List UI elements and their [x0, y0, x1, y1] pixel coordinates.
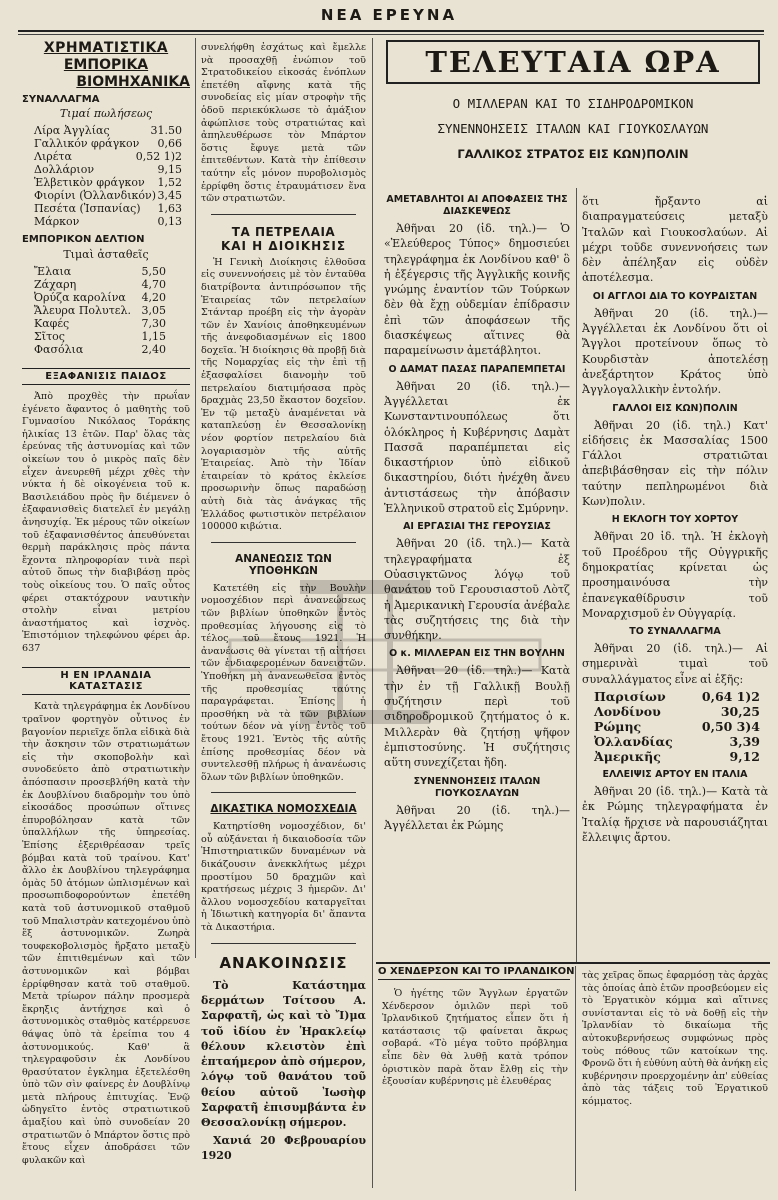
- heading-commercial-bulletin: ΕΜΠΟΡΙΚΟΝ ΔΕΛΤΙΟΝ: [22, 234, 145, 245]
- commodity-price-table: [22, 265, 190, 356]
- top-rule-thin: [18, 34, 764, 35]
- headline-italian-yugoslav-talks: ΣΥΝΕΝΝΟΗΣΕΙΣ ΙΤΑΛΩΝ ΚΑΙ ΓΙΟΥΚΟΣΛΑΥΩΝ: [437, 121, 709, 136]
- heading-british-kurdistan: ΟΙ ΑΓΓΛΟΙ ΔΙΑ ΤΟ ΚΟΥΡΔΙΣΤΑΝ: [592, 290, 758, 302]
- headline-millerand-railway: Ο ΜΙΛΛΕΡΑΝ ΚΑΙ ΤΟ ΣΙΔΗΡΟΔΡΟΜΙΚΟΝ: [452, 96, 694, 111]
- announcement-date: Χανιά 20 Φεβρουαρίου 1920: [201, 1133, 366, 1162]
- article-italian-yugoslav-talks: Ἀθῆναι 20 (ἰδ. τηλ.)— Ἀγγέλλεται ἐκ Ρώμης: [384, 803, 570, 832]
- heading-unchanged-decisions: ΑΜΕΤΑΒΛΗΤΟΙ ΑΙ ΑΠΟΦΑΣΕΙΣ ΤΗΣ ΔΙΑΣΚΕΨΕΩΣ: [386, 194, 568, 217]
- rate-row: Ἑλβετικὸν φράγκον 1,52: [34, 176, 182, 189]
- article-judicial-bills: Κατηρτίσθη νομοσχέδιον, δι' οὗ αὐξάνεται ἡ δικαιοδοσία τῶν Ἠπιστηριατικῶν δυναμένων νὰ δικάζουσιν ἀνεκκλήτως μέχρι προστίμου 50 δραχμῶν καὶ κρατήσεως μέχρις 3 ἡμερῶν. Δι' ἄλλου νομοσχεδίου καταργεῖται ἡ Ἰδιωτικὴ κατηγορία δι' ἅπαντα τὰ Δικαστήρια.: [201, 821, 366, 934]
- masthead: ΝΕΑ ΕΡΕΥΝΑ: [320, 6, 458, 24]
- announcement-text: Τὸ Κατάστημα δερμάτων Τσίτσου Α. Σαρφατῆ, ὡς καὶ τὸ Ἴ)μα τοῦ ἰδίου ἐν Ἡρακλείῳ θέλουν κλειστὸν ἐπὶ ἑπταήμερον ἀπὸ σήμερον, λόγῳ τοῦ θανάτου τοῦ θείου αὐτοῦ Ἰωσὴφ Σαρφατῆ ἐπισυμβάντα ἐν Θεσσαλονίκῃ σήμερον.: [201, 978, 366, 1130]
- heading-financial: ΧΡΗΜΑΤΙΣΤΙΚΑ: [43, 40, 169, 56]
- article-talks-continued: ὅτι ἤρξαντο αἱ διαπραγματεύσεις μεταξὺ Ἰταλῶν καὶ Γιουκοσλαύων. Αἱ μέχρι τοῦδε συνεννοήσεις των δὲν ἀπέληξαν εἰς οὐδὲν ἀποτέλεσμα.: [582, 195, 768, 285]
- rate-row: Λιρέτα 0,52 1)2: [34, 150, 182, 163]
- rate-row: Παρισίων 0,64 1)2: [594, 689, 760, 705]
- section-rule: [211, 214, 356, 215]
- article-british-kurdistan: Ἀθῆναι 20 (ἰδ. τηλ.)— Ἀγγέλλεται ἐκ Λονδίνου ὅτι οἱ Ἄγγλοι προτείνουν ὅπως τὸ Κουρδιστὰν ἀποτελέσῃ ἀνεξάρτητον Κράτος ὑπὸ Ἀγγλογαλλικὴν ἐντολήν.: [582, 306, 768, 397]
- heading-petroleum: ΤΑ ΠΕΤΡΕΛΑΙΑ: [231, 224, 336, 239]
- latest-news-column-a: [384, 194, 570, 960]
- article-ireland-continued: συνελήφθη ἐσχάτως καὶ ἔμελλε νὰ προσαχθῇ ἐνώπιον τοῦ Στρατοδικείου εἰκοσάς ἐνόπλων ἐπετέθη αἴφνης κατὰ τῆς συνοδείας εἰς μίαν στροφὴν τῆς ὁδοῦ περιεκύκλωσε τὸ ἁμάξιον ἀφώπλισε τοὺς στρατιώτας καὶ ἀπηλευθέρωσε τὸν Μπάρτον ὅστις ἔφυγε μετὰ τῶν ἐπιτεθέντων. Κατὰ τὴν ἐπίθεσιν ταύτην εἷς μόνον πυροβολισμὸς ἐρρίφθη ὅστις ἐτραυμάτισεν ἕνα τῶν στρατιωτῶν.: [201, 42, 366, 205]
- article-unchanged-decisions: Ἀθῆναι 20 (ἰδ. τηλ.)— Ὁ «Ἐλεύθερος Τύπος» δημοσιεύει τηλεγράφημα ἐκ Λονδίνου καθ' ὃ ἡ ἐξέγερσις τῆς Ἀγγλικῆς κοινῆς γνώμης ἐναντίον τῶν Τούρκων δὲν θὰ ἔχῃ οὐδεμίαν ἐπίδρασιν ἐπὶ τῶν ἀποφάσεων τῆς διασκέψεως αἵτινες θὰ παραμείνωσιν ἀμετάβλητοι.: [384, 222, 570, 358]
- rate-row: Ἀμερικῆς 9,12: [594, 749, 760, 765]
- section-rule: [376, 962, 770, 964]
- article-ireland-situation: Κατὰ τηλεγράφημα ἐκ Λονδίνου τραῖνον φορτηγὸν οὗτινος ἐν βαγονίον περιεῖχε ὅπλα εἰδικὰ διὰ τὴν ἄσκησιν τῶν στρατιωμάτων εἰς τὴν σκοποβολὴν καὶ συνοδεύετο ἀπὸ στρατιωτικὴν ἀπόσπασιν προσεβλήθη κατὰ τὴν ἐκ Δουβλίνου διαδρομὴν του ὑπὸ εἰκοσάδος προσώπων οἵτινες ἐπυροβόλησαν κατὰ τῶν ὑπαλλήλων τῆς ὑπηρεσίας. Ἐπίσης ἐξεριθρέασαν τρεῖς βόμβαι κατὰ τοῦ τραίνου. Κατ' ἄλλο ἐκ Δουβλίνου τηλεγράφημα ὁμὰς 50 ἀτόμων ὡπλισμένων καὶ προσωπιδοφορούντων ἐπετέθη κατὰ τοῦ ἀστυνομικοῦ σταθμοῦ τοῦ Μπαλιστρὰν κατεχομένου ὑπὸ ἕξ ἀστυνομικῶν. Ζωηρὰ τουφεκοβολισμὸς ἤρξατο μεταξὺ τῶν ἐπιτιθεμένων καὶ τῶν ἀστυνομικῶν καὶ βόμβαι ἐρρίφθησαν κατὰ τοῦ σταθμοῦ. Μετὰ τρίωρον πάλην προσμερὰ ἔκρηξις ἀντήχησε καὶ ὁ ἀστυνομικὸς σταθμὸς κατέρρευσε θάψας ὑπὸ τὰ ἐρείπια του 4 ἀστυνομικούς. Καθ' ἃ τηλεγραφοῦσιν ἐκ Λονδίνου θρασύτατον ἐγκλημα ἐξετελέσθη ὑπὸ τῶν σὶν φαίνερς ἐν Δουβλίνῳ μετὰ πλήρους ἐπιτυχίας. Ἐνῷ ὡδηγεῖτο ἐντὸς στρατιωτικοῦ ἁμαξίου καὶ ὑπὸ συνοδείαν 20 στρατιωτῶν ὁ Μπάρτον ὅστις πρὸ ἔτους εἶχεν ἀποδράσει τῶν φυλακῶν καὶ: [22, 701, 190, 1166]
- rate-row: Ὀλλανδίας 3,39: [594, 734, 760, 750]
- article-mortgages: Κατετέθη εἰς τὴν Βουλὴν νομοσχέδιον περὶ ἀνανεώσεως τῶν βιβλίων ὑποθηκῶν ἐντὸς προθεσμίας λήγουσης εἰς τὸ τέλος τοῦ ἔτους 1921. Ἡ ἀνανέωσις θὰ γίνεται τῇ αἰτήσει τῶν ἐνδιαφερομένων δανειστῶν. Ὑποθήκη μὴ ἀνανεωθεῖσα ἐντὸς τῆς προθεσμίας ταύτης παραγράφεται. Ἐπίσης ἡ προσθήκη νὰ τὰ τῶν βιβλίων τούτων δέον νὰ γίνῃ ἐντὸς τοῦ ἔτους 1921. Ἐντὸς τῆς αὐτῆς ἐπίσης προθεσμίας δέον νὰ συντελεσθῇ πλήρως ἡ ἀνανέωσις ὅλων τῶν βιβλίων ὑποθηκῶν.: [201, 582, 366, 783]
- commodity-row: Σῖτος 1,15: [34, 330, 166, 343]
- rate-row: Λίρα Ἀγγλίας 31.50: [34, 124, 182, 137]
- column-divider-4: [575, 966, 576, 1191]
- rate-row: Πεσέτα (Ἰσπανίας) 1,63: [34, 202, 182, 215]
- heading-commercial: ΕΜΠΟΡΙΚΑ: [63, 57, 149, 73]
- heading-exchange: ΣΥΝΑΛΛΑΓΜΑ: [22, 94, 100, 105]
- commodity-row: Φασόλια 2,40: [34, 343, 166, 356]
- column-divider-1: [195, 38, 196, 958]
- henderson-article: [378, 966, 770, 1194]
- rate-row: Δολλάριον 9,15: [34, 163, 182, 176]
- top-rule: [18, 30, 764, 32]
- article-damat-pasha: Ἀθῆναι 20 (ἰδ. τηλ.)— Ἀγγέλλεται ἐκ Κωνσταντινουπόλεως ὅτι ὁλόκληρος ἡ Κυβέρνησις Δαμὰτ Πασσᾶ παραπέμπεται εἰς δικαστήριον ὑπὸ εἰδικοῦ δικαστηρίου, διότι ἠνέχθη ἄνευ ἀντιστάσεως τὴν ἀπόβασιν Ἑλληνικοῦ στρατοῦ εἰς Σμύρνην.: [384, 379, 570, 516]
- latest-news-header: [378, 40, 768, 190]
- heading-bread-shortage: ΕΛΛΕΙΨΙΣ ΑΡΤΟΥ ΕΝ ΙΤΑΛΙΑ: [602, 769, 748, 781]
- heading-french-constantinople: ΓΑΛΛΟΙ ΕΙΣ ΚΩΝ)ΠΟΛΙΝ: [612, 402, 738, 414]
- heading-mortgages: ΑΝΑΝΕΩΣΙΣ ΤΩΝ ΥΠΟΘΗΚΩΝ: [235, 552, 332, 577]
- section-rule: [211, 943, 356, 944]
- latest-news-column-b: [582, 194, 768, 960]
- banner-last-hour: ΤΕΛΕΥΤΑΙΑ ΩΡΑ: [386, 40, 760, 84]
- commodity-row: Ἄλευρα Πολυτελ. 3,05: [34, 304, 166, 317]
- heading-damat-pasha: Ο ΔΑΜΑΤ ΠΑΣΑΣ ΠΑΡΑΠΕΜΠΕΤΑΙ: [388, 363, 566, 375]
- rate-row: Φιορίνι (Ὀλλανδικόν) 3,45: [34, 189, 182, 202]
- article-missing-child: Ἀπὸ προχθὲς τὴν πρωΐαν ἐγένετο ἄφαντος ὁ μαθητὴς τοῦ Γυμνασίου Νικόλαος Τοράκης ἡλικίας 13 ἐτῶν. Παρ' ὅλας τὰς ἐρεύνας τῆς ἀστυνομίας καὶ τῶν οἰκείων του ὁ μικρὸς παῖς δὲν εἶχεν ἀνευρεθῆ μέχρι χθὲς τὴν νύκτα ἡ δὲ οἰκογένεια τοῦ κ. Βασιλειάδου πρὸς ἣν διέμενεν ὁ ἐξαφανισθεὶς διατελεῖ ἐν μεγάλῃ ἀνησυχίᾳ. Ἐκ μέρους τῶν οἰκείων τοῦ ἐξαφανισθέντος ἀπευθύνεται θερμὴ παράκλησις πρὸς πάντα ἔχοντα πληροφορίαν τινὰ περὶ αὐτοῦ ὅπως τὴν διαβιβάσῃ πρὸς τοὺς οἰκείους του. Ὁ παῖς οὗτος φέρει στακτόχρουν ναυτικὴν στολὴν εἶναι μετρίου ἀναστήματος καὶ ἰσχνὸς. Ἐπιστόμιον τηλεφώνου φέρει ἀρ. 637: [22, 391, 190, 654]
- athens-exchange-table: [582, 689, 768, 764]
- commodity-row: Καφές 7,30: [34, 317, 166, 330]
- heading-election: Η ΕΚΛΟΓΗ ΤΟΥ ΧΟΡΤΟΥ: [611, 514, 739, 526]
- exchange-rate-table: [22, 124, 190, 228]
- heading-missing-child: ΕΞΑΦΑΝΙΣΙΣ ΠΑΙΔΟΣ: [22, 368, 190, 385]
- commodity-row: Ὀρύζα καρολίνα 4,20: [34, 291, 166, 304]
- heading-henderson: Ο ΧΕΝΔΕΡΣΟΝ ΚΑΙ ΤΟ ΙΡΛΑΝΔΙΚΟΝ: [378, 966, 570, 980]
- article-henderson-part2: τὰς χεῖρας ὅπως ἐφαρμόσῃ τὰς ἀρχὰς τὰς ὁποίας ἀπὸ ἐτῶν προσβεύομεν εἰς τὸ Ἐργατικὸν κόμμα καὶ αἵτινες συνίστανται εἰς τὸ νὰ δοθῇ εἰς τὴν Ἰρλανδίαν τὸ δικαίωμα τῆς αὐτοκυβερνήσεως συμφώνως πρὸς τοὺς πόθους τῶν κατοίκων της. Φρονῶ ὅτι ἡ εὐθύνη αὐτὴ θὰ ἀνήκῃ εἰς κυβέρνησιν προερχομένην ἀπ' εὐθείας ἀπὸ τὰς τάξεις τοῦ Ἐργατικοῦ κόμματος.: [582, 970, 768, 1107]
- heading-millerand-parliament: Ο κ. ΜΙΛΛΕΡΑΝ ΕΙΣ ΤΗΝ ΒΟΥΛΗΝ: [389, 648, 565, 660]
- column-divider-3: [576, 188, 577, 963]
- article-bread-shortage: Ἀθῆναι 20 (ἰδ. τηλ.)— Κατὰ τὰ ἐκ Ρώμης τηλεγραφήματα ἐν Ἰταλίᾳ ἤρχισε νὰ παρουσιάζηται ἔλλειψις ἄρτου.: [582, 785, 768, 844]
- middle-column: [201, 42, 366, 1192]
- article-petroleum: Ἡ Γενικὴ Διοίκησις ἐλθοῦσα εἰς συνεννοήσεις μὲ τὸν ἐνταῦθα διατρίβοντα ἀντιπρόσωπον τῆς Ἑταιρείας τῶν πετρελαίων Στάνταρ προέβη εἰς τὴν ἀγορὰν τῶν ἐν Χανίοις ἀποθηκευμένων τῆς ἀνεφοδιασμένων εἰς 1800 δοχεῖα. Ἡ διοίκησις θὰ προβῇ διὰ τῆς Νομαρχίας εἰς τὴν ἐπὶ τῇ ἐξασφαλίσει διανομὴν τοῦ πετρελαίου διατιμήσασα πρὸς δραχμὰς 23,50 ἕκαστον δοχεῖον. Ἐν τῷ μεταξὺ ἀναμένεται νὰ καταπλεύσῃ ἐν Θεσσαλονίκῃ νέον φορτίον πετρελαίου διὰ λογαριασμὸν τῆς αὐτῆς Ἑταιρείας. Ἀπὸ τὴν Ἰδίαν ἑταιρείαν τὸ κράτος ἐκλείσε προσωρινὴν ὅπως παραδώσῃ αὐτὴ διὰ τὰς ἀνάγκας τῆς Ἑλλάδος φωτιστικὸν πετρέλαιον 100000 κιβώτια.: [201, 256, 366, 533]
- article-french-constantinople: Ἀθῆναι 20 (ἰδ. τηλ.) Κατ' εἰδήσεις ἐκ Μασσαλίας 1500 Γάλλοι στρατιῶται ἀπεβιβάσθησαν εἰς τὴν πόλιν ταύτην πεπληρωμένοι διὰ Κων)πολιν.: [582, 418, 768, 509]
- column-divider-2: [372, 38, 373, 1188]
- heading-unstable-prices: Τιμαὶ ἀσταθεῖς: [63, 248, 149, 261]
- heading-selling-prices: Τιμαί πωλήσεως: [59, 107, 153, 120]
- commodity-row: Ἔλαια 5,50: [34, 265, 166, 278]
- article-millerand-parliament: Ἀθῆναι 20 (ἰδ. τηλ.)— Κατὰ τὴν ἐν τῇ Γαλλικῇ Βουλῇ συζήτησιν περὶ τοῦ σιδηροδρομικοῦ ζητήματος ὁ κ. Μιλλερὰν θὰ ζητήσῃ ψῆφον ἐμπιστοσύνης. Ἡ συζήτησις αὕτη συνεχίζεται ἤδη.: [384, 664, 570, 770]
- heading-administration: ΚΑΙ Η ΔΙΟΙΚΗΣΙΣ: [220, 238, 347, 253]
- heading-industrial: ΒΙΟΜΗΧΑΝΙΚΑ: [76, 74, 190, 90]
- left-column: [22, 40, 190, 1192]
- section-rule: [211, 792, 356, 793]
- section-rule: [211, 542, 356, 543]
- commodity-row: Ζάχαρη 4,70: [34, 278, 166, 291]
- rate-row: Λονδίνου 30,25: [594, 704, 760, 720]
- heading-exchange-rates: ΤΟ ΣΥΝΑΛΛΑΓΜΑ: [629, 626, 721, 638]
- heading-announcement: ΑΝΑΚΟΙΝΩΣΙΣ: [219, 953, 348, 972]
- heading-ireland-situation: Η ΕΝ ΙΡΛΑΝΔΙΑ ΚΑΤΑΣΤΑΣΙΣ: [22, 667, 190, 695]
- heading-italian-yugoslav-talks: ΣΥΝΕΝΝΟΗΣΕΙΣ ΙΤΑΛΩΝ ΓΙΟΥΚΟΣΛΑΥΩΝ: [413, 775, 541, 799]
- article-election: Ἀθῆναι 20 ἰδ. τηλ. Ἡ ἐκλογὴ τοῦ Προέδρου τῆς Οὐγγρικῆς δημοκρατίας κρίνεται ὡς προσημαινόυσα τὴν ἐπανεγκαθίδρυσιν τοῦ Μοναρχισμοῦ ἐν Οὐγγαρίᾳ.: [582, 530, 768, 620]
- rate-row: Γαλλικόν φράγκον 0,66: [34, 137, 182, 150]
- rate-row: Μάρκον 0,13: [34, 215, 182, 228]
- heading-judicial-bills: ΔΙΚΑΣΤΙΚΑ ΝΟΜΟΣΧΕΔΙΑ: [210, 803, 357, 816]
- article-exchange-rates: Ἀθῆναι 20 (ἰδ. τηλ.)— Αἱ σημερινὰὶ τιμαὶ τοῦ συναλλάγματος εἶνε αἱ ἑξῆς:: [582, 642, 768, 686]
- article-henderson-part1: Ὁ ἡγέτης τῶν Ἄγγλων ἐργατῶν Χένδερσον ὁμιλῶν περὶ τοῦ Ἰρλανδικοῦ ζητήματος εἶπεν ὅτι ἡ κατάστασις τῷ φαίνεται ἄκρως σοβαρά. «Τὸ μέγα τοῦτο πρόβλημα εἶπε δὲν θὰ λυθῇ κατὰ τρόπον ὁριστικὸν παρὰ ὅταν ἔλθῃ εἰς τὴν ἐξουσίαν κυβέρνησις μὲ ἐλευθέρας: [382, 988, 568, 1088]
- heading-senate-work: ΑΙ ΕΡΓΑΣΙΑΙ ΤΗΣ ΓΕΡΟΥΣΙΑΣ: [403, 521, 551, 533]
- article-senate-work: Ἀθῆναι 20 (ἰδ. τηλ.)— Κατὰ τηλεγραφήματα ἐξ Οὐασιγκτῶνος λόγῳ τοῦ θανάτου τοῦ Γερουσιαστοῦ Λὸτζ ἡ Ἀμερικανικὴ Γερουσία ἀνέβαλε τὰς συζητήσεις της διὰ τὴν συνθήκην.: [384, 537, 570, 643]
- headline-french-army-constantinople: ΓΑΛΛΙΚΟΣ ΣΤΡΑΤΟΣ ΕΙΣ ΚΩΝ)ΠΟΛΙΝ: [457, 147, 689, 161]
- rate-row: Ρώμης 0,50 3)4: [594, 719, 760, 735]
